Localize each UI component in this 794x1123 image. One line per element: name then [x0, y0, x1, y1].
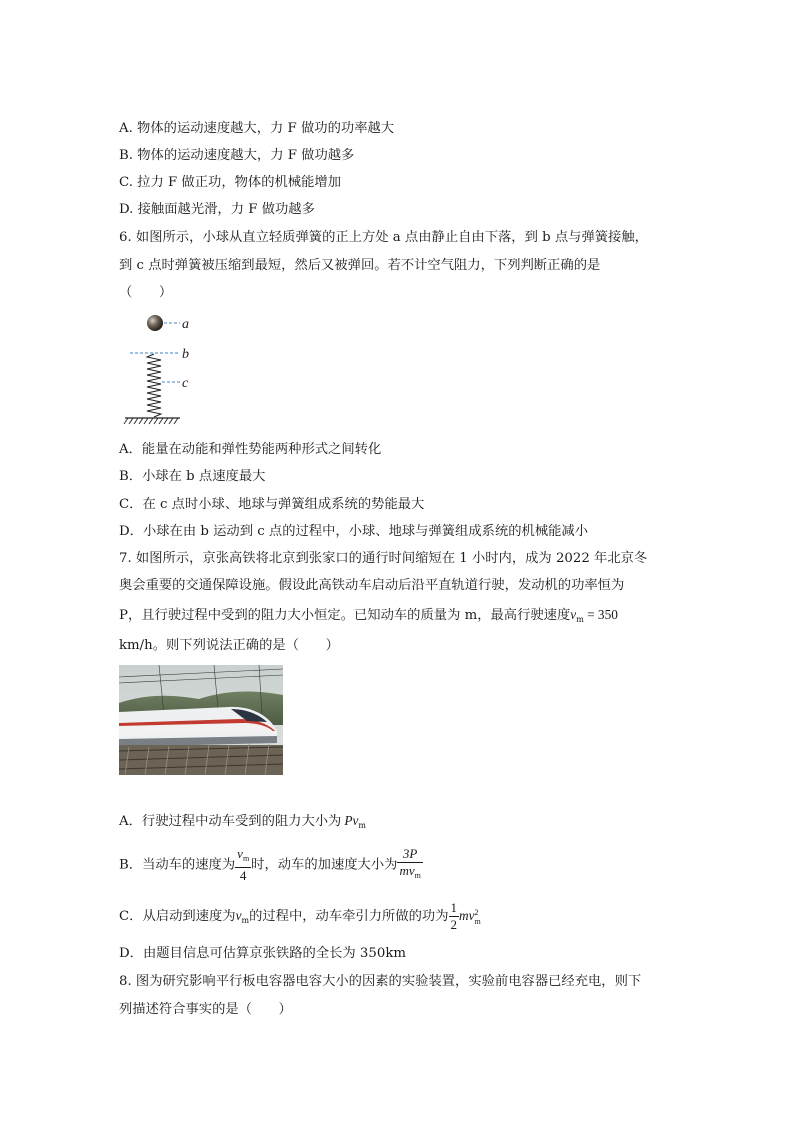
q6-option-c: C．在 c 点时小球、地球与弹簧组成系统的势能最大 — [119, 497, 425, 512]
q7-option-a-text: A．行驶过程中动车受到的阻力大小为 — [119, 814, 342, 829]
q7-stem-line2: 奥会重要的交通保障设施。假设此高铁动车启动后沿平直轨道行驶，发动机的功率恒为 — [119, 578, 625, 593]
q5-option-d: D. 接触面越光滑，力 F 做功越多 — [119, 202, 315, 217]
q7-option-c: C．从启动到速度为$v_m$的过程中，动车牵引力所做的功为 $\frac{1}{2}$ mv 2 m — [119, 900, 481, 932]
q6-stem-line1: 6. 如图所示，小球从直立轻质弹簧的正上方处 a 点由静止自由下落，到 b 点与弹簧接触， — [119, 230, 648, 245]
vmax-subscript: m — [576, 615, 584, 624]
label-c: c — [182, 376, 189, 391]
q7-option-b-mid: 时，动车的加速度大小为 — [251, 857, 398, 873]
q7-line3-text: P，且行驶过程中受到的阻力大小恒定。已知动车的质量为 m，最高行驶速度 — [119, 608, 571, 623]
spring-ball-figure — [120, 308, 200, 430]
q6-stem-line2: 到 c 点时弹簧被压缩到最短，然后又被弹回。若不计空气阻力，下列判断正确的是 — [119, 258, 601, 273]
q6-option-d: D．小球在由 b 运动到 c 点的过程中，小球、地球与弹簧组成系统的机械能减小 — [119, 524, 589, 539]
q8-stem-line1: 8. 图为研究影响平行板电容器电容大小的因素的实验装置，实验前电容器已经充电，则下 — [119, 974, 642, 989]
one-half-fraction: $\frac{1}{2}$ — [450, 900, 458, 932]
ground-hatch — [124, 418, 178, 424]
q7-option-b-text: B．当动车的速度为 — [119, 857, 236, 873]
q6-option-b: B．小球在 b 点速度最大 — [119, 469, 266, 484]
acceleration-fraction: $\frac{3P}{mv_m}$ — [397, 846, 422, 884]
q7-stem-line4: km/h。则下列说法正确的是（ ） — [119, 638, 339, 653]
vmax-symbol: v — [570, 607, 577, 622]
vmax-value: = 350 — [583, 607, 618, 622]
q5-option-c: C. 拉力 F 做正功，物体的机械能增加 — [119, 175, 341, 190]
v-over-4-fraction: $\frac{v_m}{4}$ — [237, 846, 250, 883]
q7-option-c-mid: 的过程中，动车牵引力所做的功为 — [249, 909, 449, 924]
label-a: a — [182, 317, 189, 332]
ball — [147, 315, 163, 331]
q7-option-a-sub: m — [358, 821, 366, 830]
q7-option-c-text: C．从启动到速度为 — [119, 909, 236, 924]
spring-coil — [147, 354, 161, 417]
high-speed-train-photo — [119, 665, 283, 775]
q5-option-b: B. 物体的运动速度越大，力 F 做功越多 — [119, 148, 355, 163]
kinetic-energy-expr: mv — [459, 908, 475, 923]
q6-option-a: A．能量在动能和弹性势能两种形式之间转化 — [119, 442, 382, 457]
q7-stem-line3 — [119, 606, 618, 629]
q5-option-a: A. 物体的运动速度越大，力 F 做功的功率越大 — [119, 121, 395, 136]
label-b: b — [182, 347, 189, 362]
q7-option-a — [119, 812, 366, 835]
q6-answer-bracket: （ ） — [119, 285, 173, 300]
q7-option-a-expr: Pv — [344, 813, 359, 828]
q7-option-b — [119, 846, 423, 884]
q7-option-d: D．由题目信息可估算京张铁路的全长为 350km — [119, 946, 406, 961]
q7-stem-line1: 7. 如图所示，京张高铁将北京到张家口的通行时间缩短在 1 小时内，成为 2022 年北京冬 — [119, 551, 648, 566]
q8-stem-line2: 列描述符合事实的是（ ） — [119, 1002, 292, 1017]
